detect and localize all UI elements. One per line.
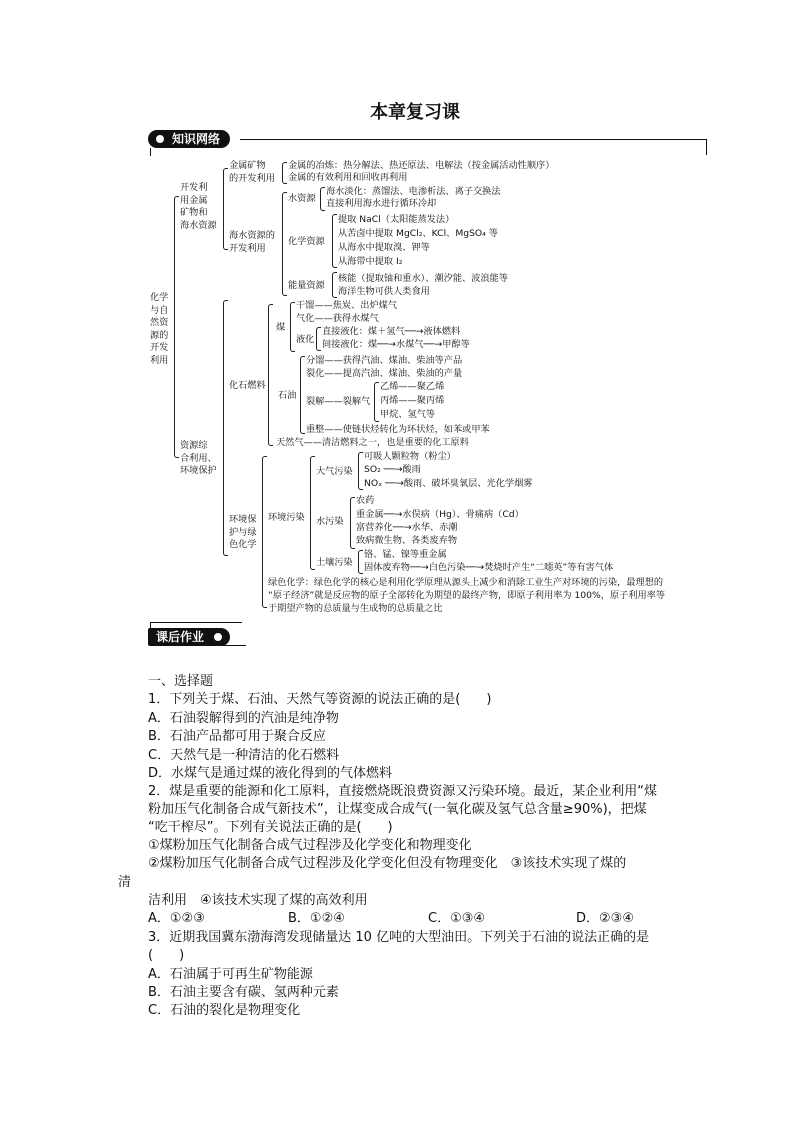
page-title: 本章复习课 xyxy=(370,102,460,123)
chem-brace xyxy=(332,214,337,268)
green-text: 绿色化学：绿色化学的核心是利用化学原理从源头上减少和消除工业生产对环境的污染，最理想的 xyxy=(268,577,664,588)
question-stem: “吃干榨尽”。下列有关说法正确的是( ) xyxy=(148,820,393,835)
waterp-item: 致病微生物、各类废弃物 xyxy=(356,535,458,546)
pollution-label: 环境污染 xyxy=(268,512,305,523)
branch-metal-sea: 开发利 用金属 矿物和 海水资源 xyxy=(180,182,217,231)
water-brace xyxy=(320,187,325,211)
option: C．①③④ xyxy=(428,911,486,926)
waterp-brace xyxy=(350,497,355,549)
green-text: “原子经济”就是反应物的原子全部转化为期望的最终产物，即原子利用率为 100%，原子利用率等 xyxy=(268,590,666,601)
water-label: 水资源 xyxy=(288,193,316,204)
green-text: 于期望产物的总质量与生成物的总质量之比 xyxy=(268,603,443,614)
bullet-icon xyxy=(214,633,222,641)
banner-rule xyxy=(240,139,706,140)
coal-item: 直接液化：煤＋氢气──→液体燃料 xyxy=(322,326,461,337)
question-stem: 1．下列关于煤、石油、天然气等资源的说法正确的是( ) xyxy=(148,692,492,707)
air-item: 可吸人颗粒物（粉尘） xyxy=(364,451,456,462)
option: D．水煤气是通过煤的液化得到的气体燃料 xyxy=(148,766,393,781)
waterp-item: 农药 xyxy=(356,495,375,506)
tree-root: 化学 与自 然资 源的 开发 利用 xyxy=(150,292,169,366)
option: A．石油属于可再生矿物能源 xyxy=(148,967,313,982)
branch-resource-env: 资源综 合利用、 环境保护 xyxy=(180,440,217,476)
banner-rule-start xyxy=(150,148,151,156)
b2-brace xyxy=(223,300,228,556)
option: A．石油裂解得到的汽油是纯净物 xyxy=(148,711,339,726)
gas-item: 天然气——清洁燃料之一，也是重要的化工原料 xyxy=(276,437,469,448)
question-stem: 3．近期我国冀东渤海湾发现储量达 10 亿吨的大型油田。下列关于石油的说法正确的是 xyxy=(148,930,650,945)
statement: ①煤粉加压气化制备合成气过程涉及化学变化和物理变化 xyxy=(148,838,472,853)
question-stem: ( ) xyxy=(148,948,185,963)
section-banner-homework: 课后作业 xyxy=(148,628,230,646)
sea-group: 海水资源的 开发利用 xyxy=(229,230,275,254)
chem-item: 从苦卤中提取 MgCl₂、KCl、MgSO₄ 等 xyxy=(338,228,498,239)
water-item: 海水淡化：蒸馏法、电渗析法、离子交换法 xyxy=(326,186,501,197)
soil-brace xyxy=(358,550,363,574)
metal-group: 金属矿物 的开发利用 xyxy=(229,160,275,184)
oil-crack-brace xyxy=(374,382,379,422)
oil-brace xyxy=(300,356,305,434)
question-stem: 2．煤是重要的能源和化工原料，直接燃烧既浪费资源又污染环境。最近，某企业利用“煤 xyxy=(148,784,658,799)
soil-label: 土壤污染 xyxy=(316,557,353,568)
energy-brace xyxy=(332,272,337,298)
b1-brace xyxy=(223,168,228,250)
air-item: NOₓ ──→酸雨、破坏臭氧层、光化学烟雾 xyxy=(364,478,533,489)
waterp-label: 水污染 xyxy=(316,516,344,527)
oil-label: 石油 xyxy=(278,390,297,401)
metal-brace xyxy=(282,162,287,184)
soil-item: 铬、锰、镍等重金属 xyxy=(364,549,447,560)
air-label: 大气污染 xyxy=(316,466,353,477)
oil-crack-item: 丙烯——聚丙烯 xyxy=(380,395,445,406)
option: B．石油主要含有碳、氢两种元素 xyxy=(148,985,339,1000)
section-heading: 一、选择题 xyxy=(148,674,214,689)
coal-item: 干馏——焦炭、出炉煤气 xyxy=(296,300,398,311)
coal-label: 煤 xyxy=(276,322,286,333)
water-item: 直接利用海水进行循环冷却 xyxy=(326,198,437,209)
soil-item: 固体废弃物──→白色污染──→焚烧时产生“二噁英”等有害气体 xyxy=(364,562,614,573)
coal-liq-label: 液化 xyxy=(296,334,315,345)
bullet-icon xyxy=(156,135,164,143)
energy-item: 核能（提取铀和重水）、潮汐能、波浪能等 xyxy=(338,273,508,284)
root-brace xyxy=(174,196,179,458)
statement: 清 xyxy=(118,875,132,890)
option: B．①②④ xyxy=(288,911,345,926)
pollution-brace xyxy=(310,456,315,570)
fossil-brace xyxy=(268,304,273,446)
chem-item: 从海水中提取溴、钾等 xyxy=(338,242,430,253)
waterp-item: 重金属──→水俣病（Hg）、骨痛病（Cd） xyxy=(356,509,524,520)
chem-label: 化学资源 xyxy=(288,236,325,247)
coal-brace xyxy=(290,302,295,352)
option: D．②③④ xyxy=(576,911,634,926)
coal-item: 间接液化：煤──→水煤气──→甲醇等 xyxy=(322,339,470,350)
oil-crack-item: 甲烷、氢气等 xyxy=(380,409,436,420)
oil-item: 重整——使链状烃转化为环状烃，如苯或甲苯 xyxy=(306,424,490,435)
air-brace xyxy=(358,452,363,490)
banner-rule-end xyxy=(706,139,707,155)
oil-crack-label: 裂解——裂解气 xyxy=(306,396,371,407)
question-stem: 粉加压气化制备合成气新技术”，让煤变成合成气(一氧化碳及氢气总含量≥90%)，把煤 xyxy=(148,802,647,817)
air-item: SO₂ ──→酸雨 xyxy=(364,464,421,475)
option: C．天然气是一种清洁的化石燃料 xyxy=(148,748,340,763)
chem-item: 提取 NaCl（太阳能蒸发法） xyxy=(338,214,455,225)
waterp-item: 富营养化──→水华、赤潮 xyxy=(356,522,458,533)
oil-item: 分馏——获得汽油、煤油、柴油等产品 xyxy=(306,355,463,366)
option: B．石油产品都可用于聚合反应 xyxy=(148,729,326,744)
banner-rule xyxy=(150,645,246,646)
coal-liq-brace xyxy=(316,327,321,351)
fossil-label: 化石燃料 xyxy=(229,380,266,391)
section-banner-knowledge: 知识网络 xyxy=(148,130,230,148)
sea-brace xyxy=(282,192,287,296)
oil-item: 裂化——提高汽油、煤油、柴油的产量 xyxy=(306,368,463,379)
coal-item: 气化——获得水煤气 xyxy=(296,313,379,324)
energy-item: 海洋生物可供人类食用 xyxy=(338,286,430,297)
energy-label: 能量资源 xyxy=(288,280,325,291)
statement: 洁利用 ④该技术实现了煤的高效利用 xyxy=(148,893,368,908)
metal-item: 金属的冶炼：热分解法、热还原法、电解法（按金属活动性顺序） xyxy=(288,160,555,171)
option: A．①②③ xyxy=(148,911,205,926)
env-brace xyxy=(262,456,267,608)
banner-rule xyxy=(150,622,242,623)
env-group: 环境保 护与绿 色化学 xyxy=(229,514,257,550)
chem-item: 从海带中提取 I₂ xyxy=(338,256,403,267)
metal-item: 金属的有效利用和回收再利用 xyxy=(288,172,408,183)
statement: ②煤粉加压气化制备合成气过程涉及化学变化但没有物理变化 ③该技术实现了煤的 xyxy=(148,856,627,871)
oil-crack-item: 乙烯——聚乙烯 xyxy=(380,381,445,392)
option: C．石油的裂化是物理变化 xyxy=(148,1003,301,1018)
